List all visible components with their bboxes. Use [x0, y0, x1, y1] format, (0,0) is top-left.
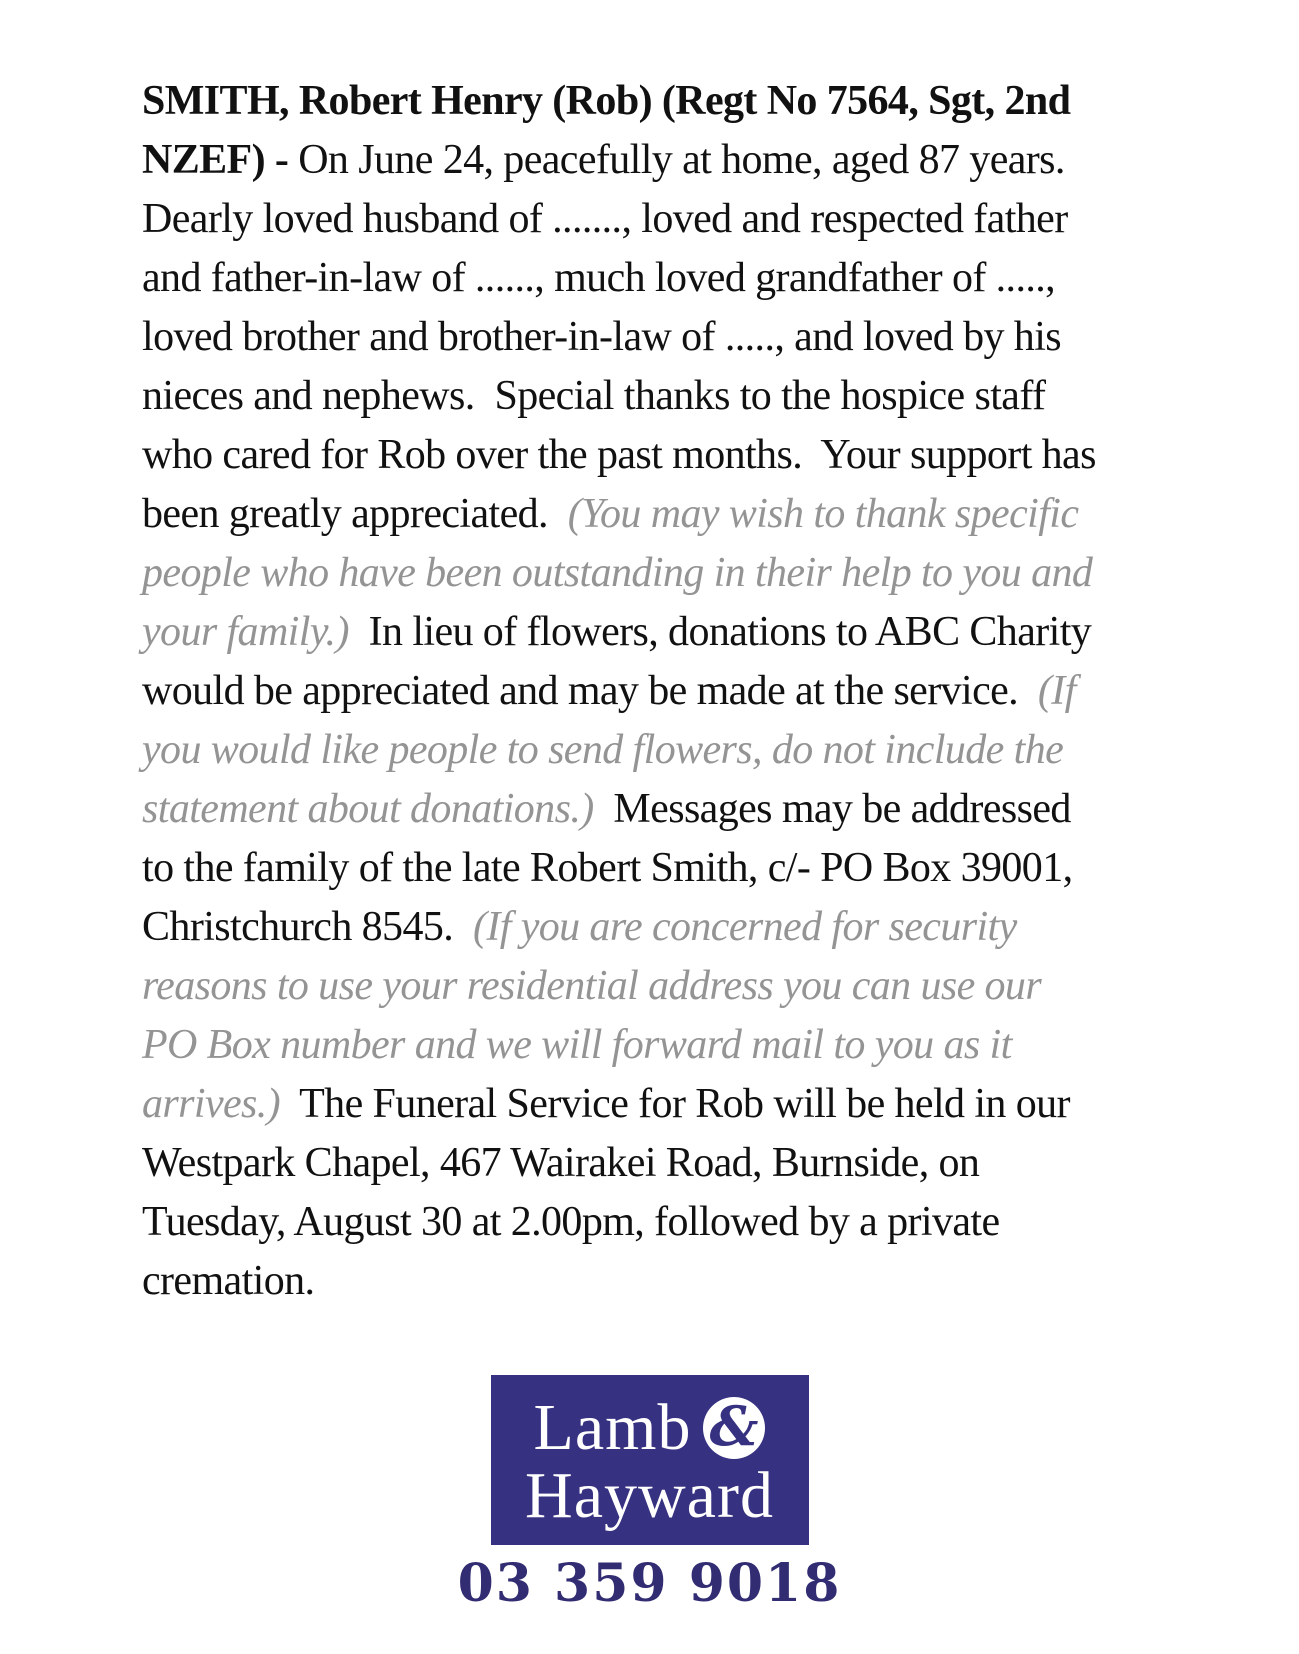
notice-segment-italic-gray: (If you would like people to send flowers, do not include the statement about donations.) — [142, 668, 1086, 832]
ampersand-glyph: & — [709, 1397, 760, 1458]
ampersand-icon — [703, 1397, 765, 1459]
notice-segment-bold: SMITH, Robert Henry (Rob) (Regt No 7564, Sgt, 2nd NZEF) - — [142, 78, 1081, 183]
logo-line-1 — [534, 1393, 766, 1463]
notice-segment-normal: The Funeral Service for Rob will be held in our Westpark Chapel, 467 Wairakei Road, Burnside, on Tuesday, August 30 at 2.00pm, followed by a private cremation. — [142, 1081, 1080, 1304]
funeral-home-brand — [0, 1375, 1299, 1613]
phone-number: 03 359 9018 — [457, 1553, 842, 1614]
obituary-notice-text — [142, 72, 1106, 1311]
lamb-hayward-logo — [491, 1375, 809, 1545]
logo-word-hayward: Hayward — [525, 1459, 774, 1532]
logo-word-lamb: Lamb — [533, 1391, 692, 1464]
notice-segment-italic-gray: (If you are concerned for security reasons to use your residential address you can use our PO Box number and we will forward mail to you as it arrives.) — [142, 904, 1051, 1127]
notice-segment-italic-gray: (You may wish to thank specific people who have been outstanding in their help to you and your family.) — [142, 491, 1103, 655]
notice-segment-normal: Messages may be addressed to the family of the late Robert Smith, c/- PO Box 39001, Christchurch 8545. — [142, 786, 1083, 950]
notice-segment-normal: On June 24, peacefully at home, aged 87 years. Dearly loved husband of ......., loved and respected father and father-in-law of ......, much loved grandfather of ....., loved brother and brother-in-law of ....., and loved by his nieces and nephews. Special thanks to the hospice staff who cared for Rob over the past months. Your support has been greatly appreciated. — [142, 137, 1106, 537]
notice-segment-normal: In lieu of flowers, donations to ABC Charity would be appreciated and may be made at the service. — [142, 609, 1102, 714]
